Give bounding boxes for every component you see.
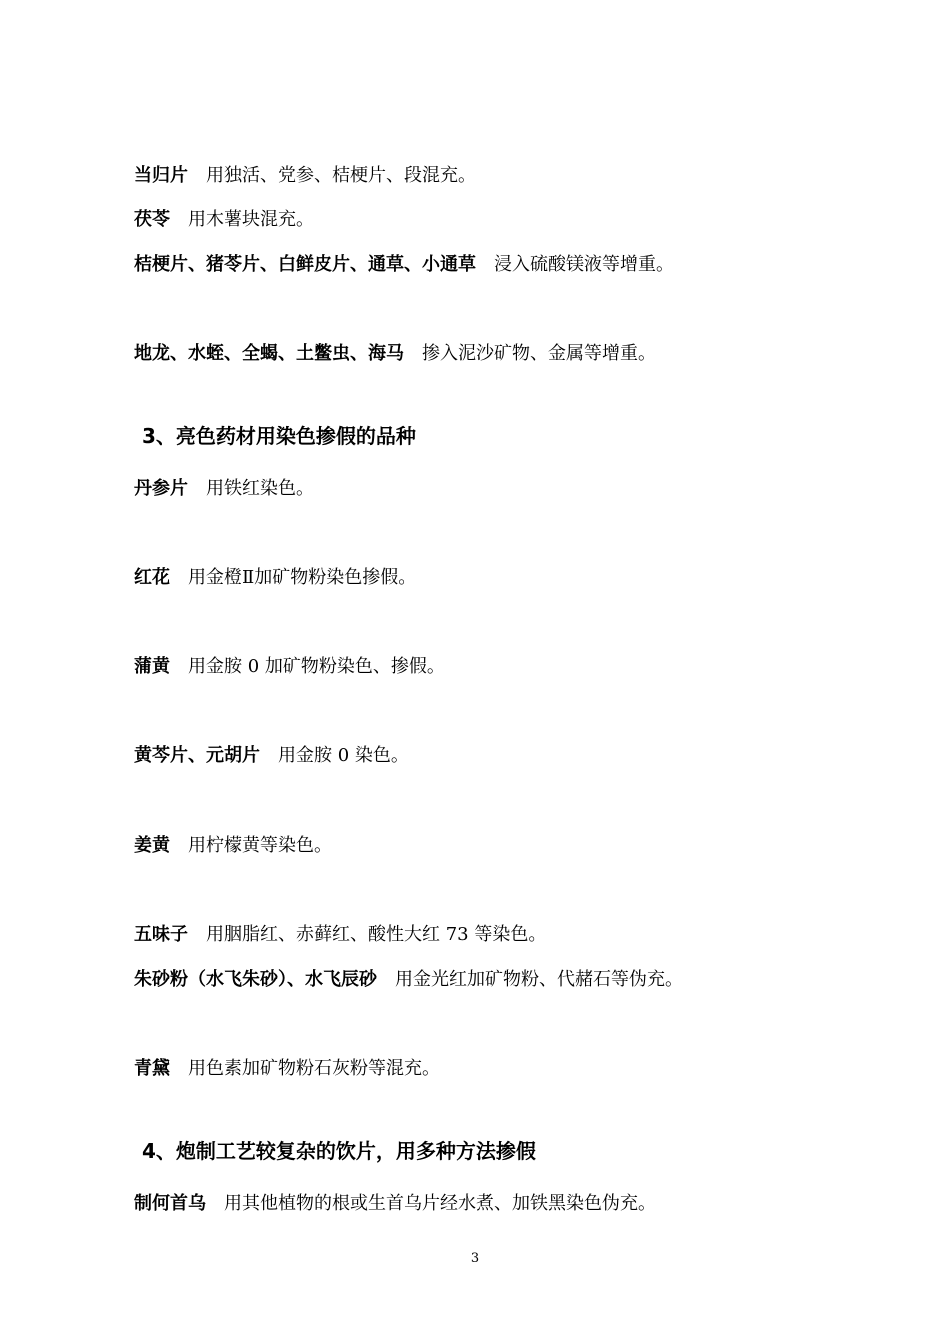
entry-qingdai [134,1057,440,1081]
entry-description: 用金胺 0 染色。 [278,745,409,766]
entry-description: 用独活、党参、桔梗片、段混充。 [206,165,476,186]
entry-description: 掺入泥沙矿物、金属等增重。 [422,343,656,364]
entry-puhuang [134,655,445,679]
entry-term: 茯苓 [134,209,170,230]
entry-zhiheshouwu [134,1192,656,1216]
section-4-heading: 4、炮制工艺较复杂的饮片，用多种方法掺假 [142,1139,536,1163]
page-number: 3 [470,1251,480,1266]
entry-danshen [134,477,314,501]
entry-term: 朱砂粉（水飞朱砂）、水飞辰砂 [134,969,377,990]
entry-honghua [134,566,416,590]
entry-term: 制何首乌 [134,1193,206,1214]
entry-zhushafen [134,968,683,992]
entry-description: 用柠檬黄等染色。 [188,835,332,856]
entry-description: 用木薯块混充。 [188,209,314,230]
entry-description: 用金胺 0 加矿物粉染色、掺假。 [188,656,445,677]
entry-term: 当归片 [134,165,188,186]
entry-description: 用铁红染色。 [206,478,314,499]
entry-fuling [134,208,314,232]
entry-term: 红花 [134,567,170,588]
entry-term: 青黛 [134,1058,170,1079]
entry-term: 五味子 [134,924,188,945]
entry-dilong [134,342,656,366]
entry-wuweizi [134,923,546,947]
entry-term: 黄芩片、元胡片 [134,745,260,766]
entry-description: 用胭脂红、赤藓红、酸性大红 73 等染色。 [206,924,547,945]
entry-huangqin [134,744,409,768]
entry-term: 丹参片 [134,478,188,499]
entry-danggui [134,164,476,188]
entry-jianghuang [134,834,332,858]
entry-term: 姜黄 [134,835,170,856]
entry-description: 用金光红加矿物粉、代赭石等伪充。 [395,969,683,990]
entry-description: 浸入硫酸镁液等增重。 [494,254,674,275]
entry-description: 用金橙Ⅱ加矿物粉染色掺假。 [188,567,417,588]
entry-term: 地龙、水蛭、全蝎、土鳖虫、海马 [134,343,404,364]
entry-term: 蒲黄 [134,656,170,677]
entry-description: 用色素加矿物粉石灰粉等混充。 [188,1058,440,1079]
entry-term: 桔梗片、猪苓片、白鲜皮片、通草、小通草 [134,254,476,275]
section-3-heading: 3、亮色药材用染色掺假的品种 [142,424,416,448]
entry-description: 用其他植物的根或生首乌片经水煮、加铁黑染色伪充。 [224,1193,656,1214]
entry-jiegeng [134,253,674,277]
